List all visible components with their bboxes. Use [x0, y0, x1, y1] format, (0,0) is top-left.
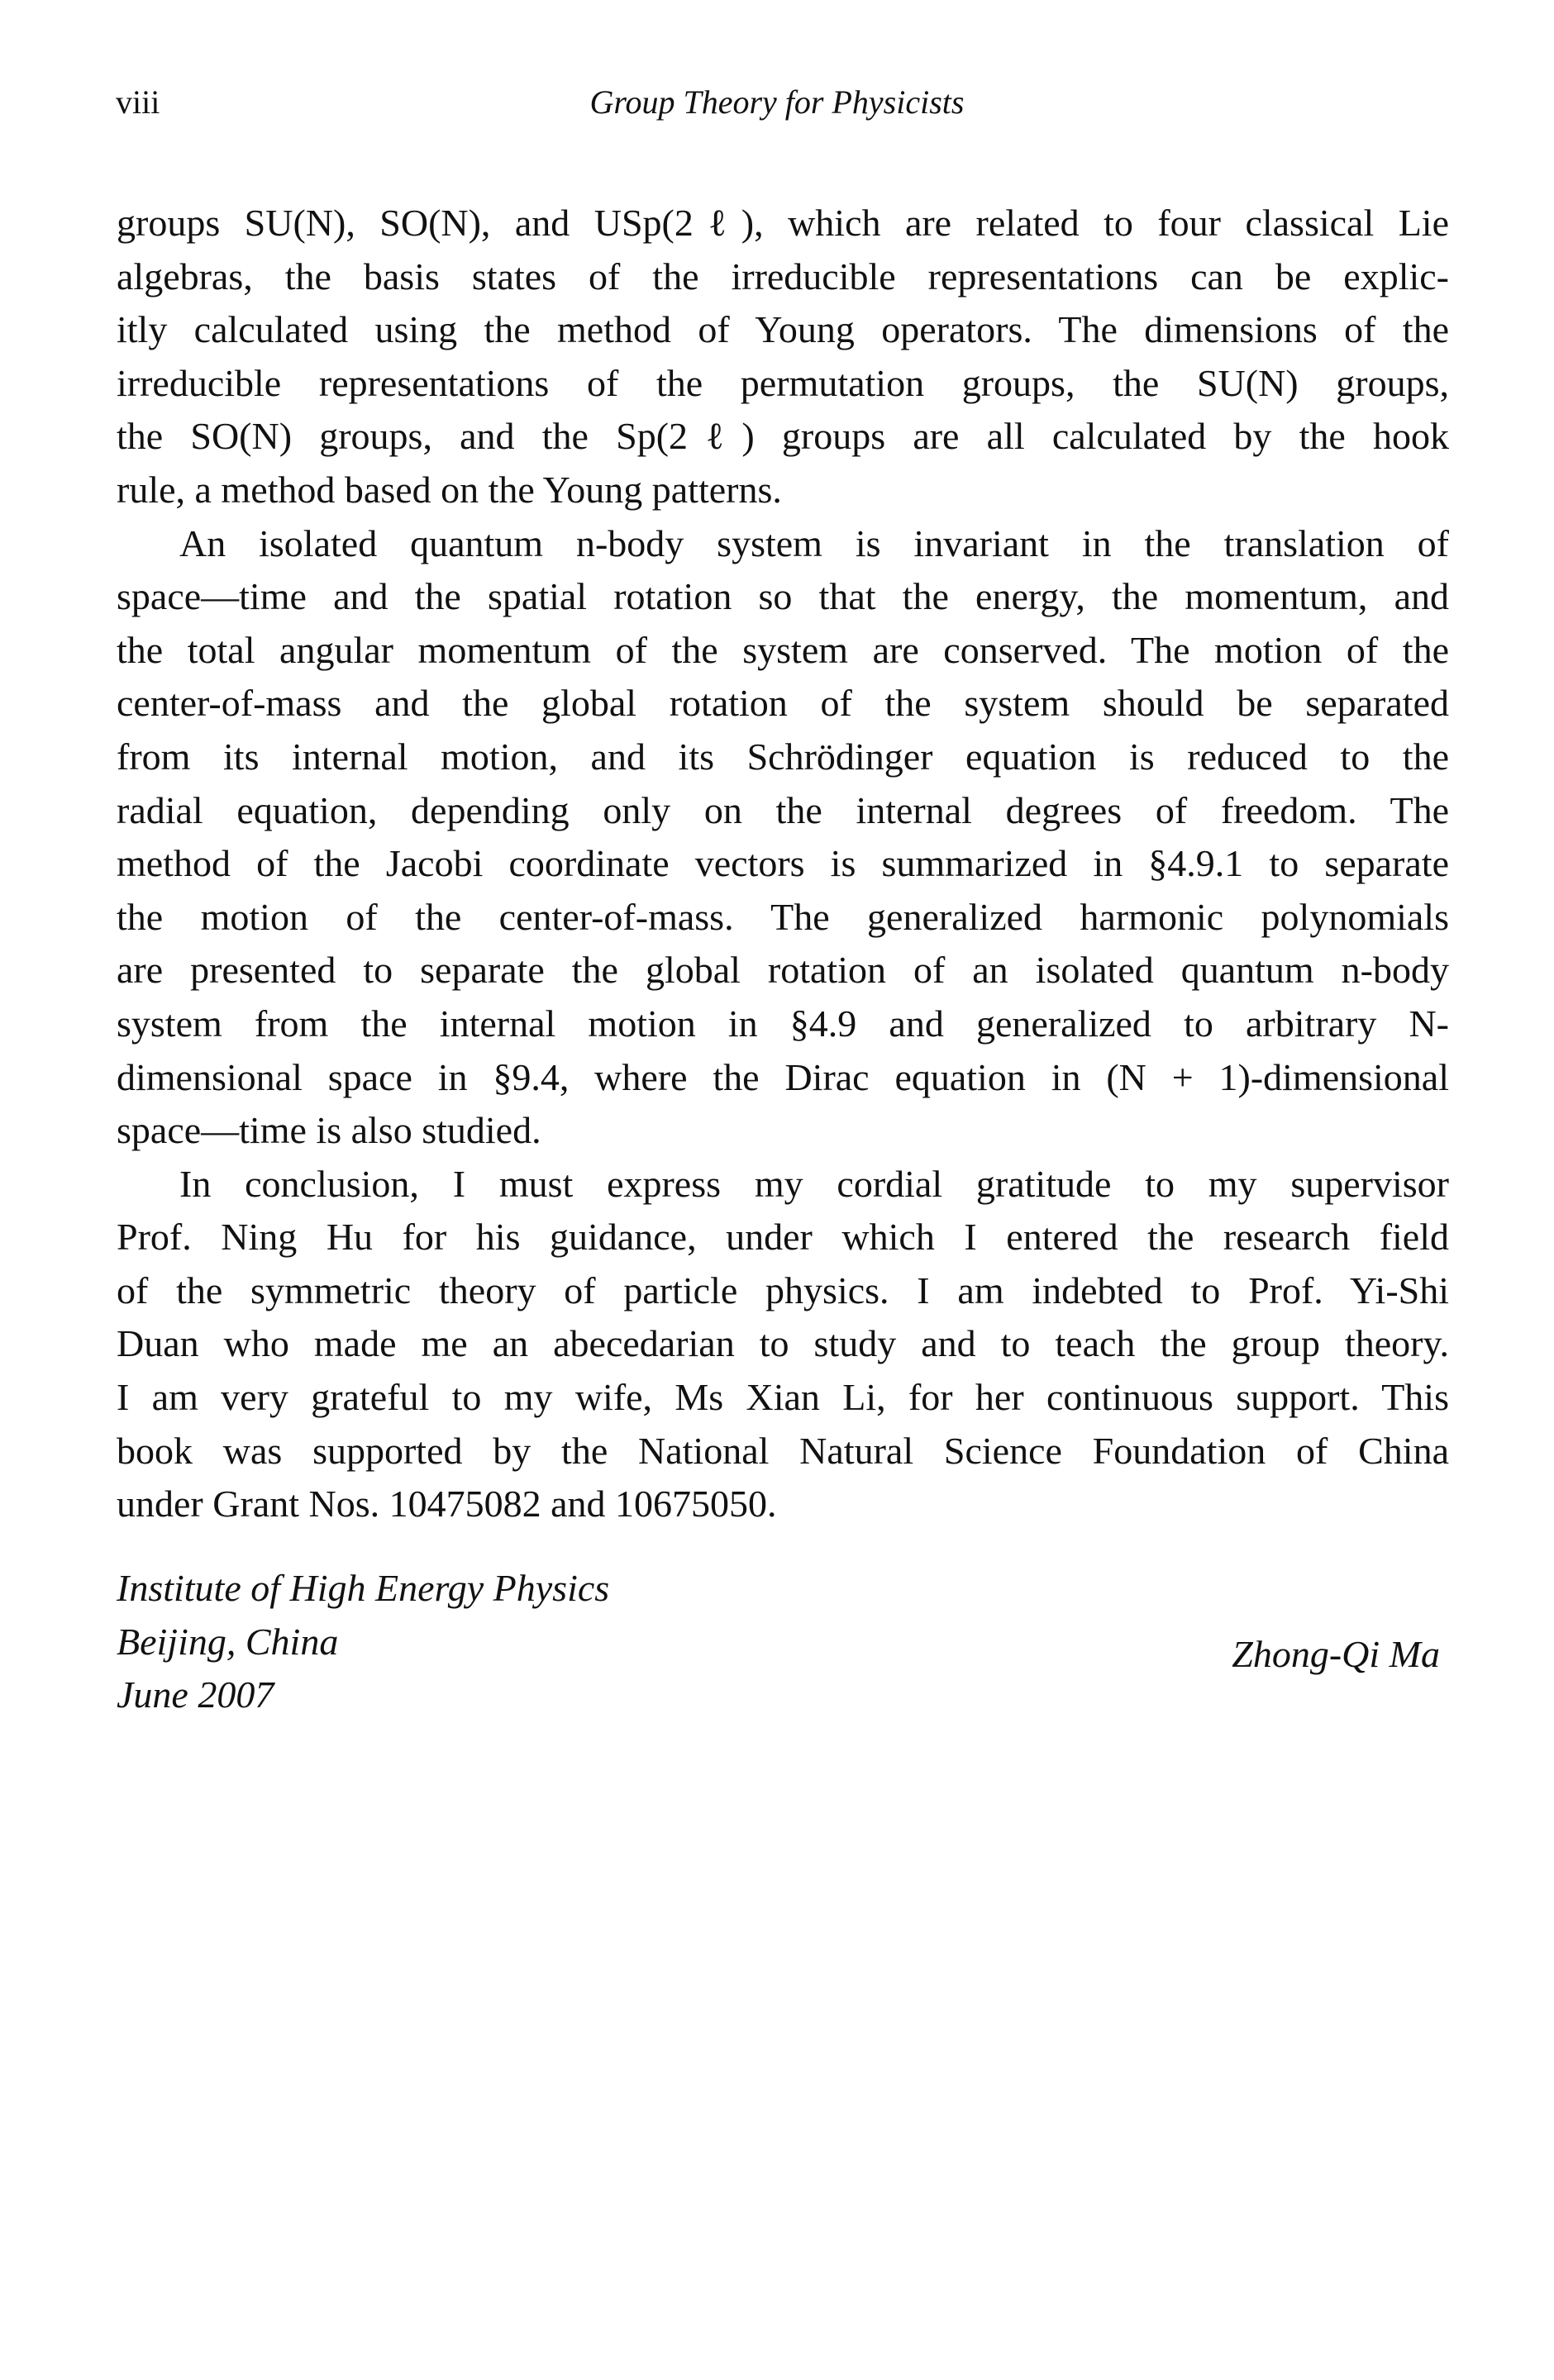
signature-city: Beijing, China [117, 1620, 339, 1663]
text-line: system from the internal motion in §4.9 and generalized to arbitrary N- [117, 1002, 1449, 1045]
text-line: itly calculated using the method of Young operators. The dimensions of the [117, 308, 1449, 351]
paragraph [117, 1158, 1449, 1531]
text-line: method of the Jacobi coordinate vectors is summarized in §4.9.1 to separate [117, 842, 1449, 885]
text-line: Prof. Ning Hu for his guidance, under which I entered the research field [117, 1216, 1449, 1259]
text-line: the total angular momentum of the system are conserved. The motion of the [117, 628, 1449, 671]
text-line: the SO(N) groups, and the Sp(2ℓ) groups are all calculated by the hook [117, 415, 1449, 458]
signature-place [117, 1562, 609, 1722]
signature-author: Zhong-Qi Ma [1232, 1633, 1440, 1675]
text-line: radial equation, depending only on the internal degrees of freedom. The [117, 788, 1449, 831]
paragraph [117, 517, 1449, 1158]
text-line: the motion of the center-of-mass. The generalized harmonic polynomials [117, 895, 1449, 938]
body-text [117, 197, 1449, 1531]
text-line: are presented to separate the global rotation of an isolated quantum n-body [117, 949, 1449, 992]
signature-institute: Institute of High Energy Physics [117, 1567, 610, 1609]
text-line: center-of-mass and the global rotation of the system should be separated [117, 682, 1449, 725]
text-line: under Grant Nos. 10475082 and 10675050. [117, 1483, 777, 1526]
text-line: of the symmetric theory of particle physics. I am indebted to Prof. Yi-Shi [117, 1269, 1449, 1311]
text-line: space—time and the spatial rotation so that the energy, the momentum, and [117, 575, 1449, 618]
paragraph [117, 197, 1449, 517]
text-line: irreducible representations of the permutation groups, the SU(N) groups, [117, 361, 1449, 404]
text-line: groups SU(N), SO(N), and USp(2ℓ), which are related to four classical Lie [117, 202, 1449, 244]
signature-date: June 2007 [117, 1673, 274, 1716]
text-line: algebras, the basis states of the irreducible representations can be explic- [117, 255, 1449, 298]
text-line: I am very grateful to my wife, Ms Xian Li, for her continuous support. This [117, 1376, 1449, 1419]
text-line: In conclusion, I must express my cordial gratitude to my supervisor [179, 1162, 1449, 1205]
text-line: An isolated quantum n-body system is invariant in the translation of [179, 521, 1449, 564]
text-line: dimensional space in §9.4, where the Dirac equation in (N + 1)-dimensional [117, 1055, 1449, 1098]
text-line: Duan who made me an abecedarian to study and to teach the group theory. [117, 1322, 1449, 1365]
page-number: viii [116, 83, 160, 121]
text-line: book was supported by the National Natural Science Foundation of China [117, 1429, 1449, 1472]
text-line: from its internal motion, and its Schrödinger equation is reduced to the [117, 735, 1449, 778]
text-line: space—time is also studied. [117, 1109, 541, 1152]
text-line: rule, a method based on the Young patterns. [117, 468, 782, 511]
running-title: Group Theory for Physicists [589, 83, 965, 121]
